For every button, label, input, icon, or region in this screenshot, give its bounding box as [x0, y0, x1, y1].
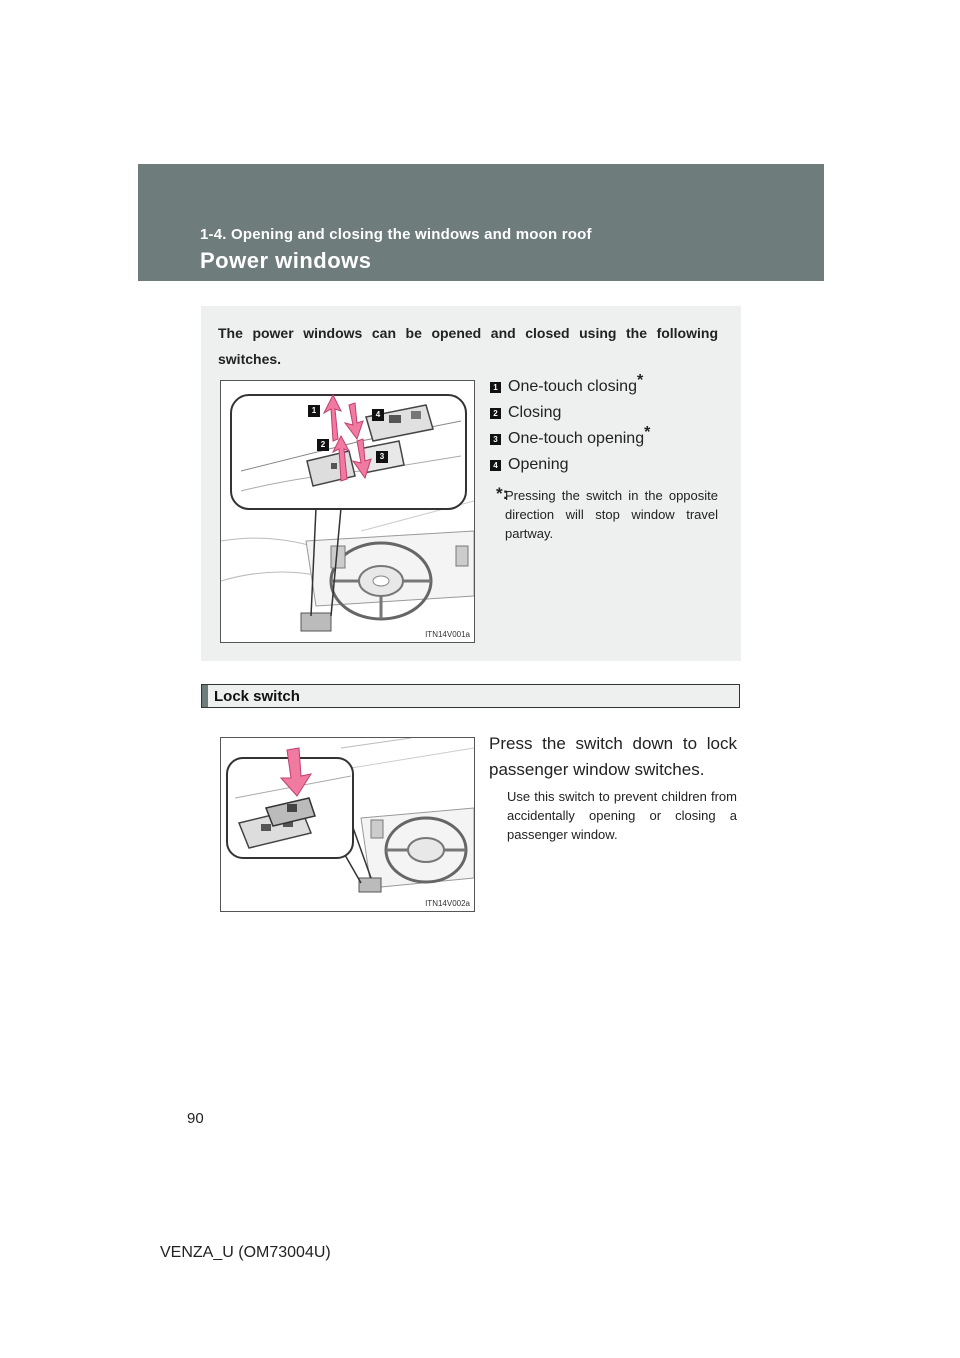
callout-2: 2 [317, 439, 329, 451]
legend-label: Opening [508, 456, 569, 473]
switch-legend [490, 372, 720, 480]
chapter-header [138, 164, 824, 281]
section-label: 1-4. Opening and closing the windows and moon roof [200, 226, 592, 243]
lock-switch-note: Use this switch to prevent children from accidentally opening or closing a passenger window. [507, 789, 737, 842]
document-id: VENZA_U (OM73004U) [160, 1244, 331, 1261]
intro-text: The power windows can be opened and closed using the following switches. [218, 325, 718, 367]
heading-bar [202, 685, 208, 707]
power-window-switch-illustration [220, 380, 475, 643]
legend-number: 4 [490, 460, 501, 471]
lock-switch-heading [201, 684, 740, 708]
callout-1: 1 [308, 405, 320, 417]
lock-switch-illustration [220, 737, 475, 912]
legend-label: One-touch closing* [508, 372, 644, 395]
footnote [496, 484, 718, 543]
heading-text: Lock switch [214, 688, 300, 705]
page-number: 90 [187, 1110, 204, 1127]
figure-code: ITN14V002a [425, 899, 470, 908]
legend-number: 1 [490, 382, 501, 393]
lock-switch-instruction: Press the switch down to lock passenger window switches. [489, 734, 737, 779]
legend-label: Closing [508, 404, 562, 421]
page-title: Power windows [200, 248, 372, 273]
lock-switch-drawing [221, 738, 474, 911]
switch-drawing [221, 381, 474, 642]
footnote-text: Pressing the switch in the opposite direction will stop window travel partway. [505, 488, 718, 541]
callout-4: 4 [372, 409, 384, 421]
footnote-mark: *: [496, 484, 509, 503]
figure-code: ITN14V001a [425, 630, 470, 639]
legend-label: One-touch opening* [508, 424, 651, 447]
legend-item [490, 454, 720, 480]
legend-item [490, 372, 720, 402]
legend-number: 3 [490, 434, 501, 445]
legend-item [490, 424, 720, 454]
legend-item [490, 402, 720, 428]
callout-3: 3 [376, 451, 388, 463]
legend-number: 2 [490, 408, 501, 419]
